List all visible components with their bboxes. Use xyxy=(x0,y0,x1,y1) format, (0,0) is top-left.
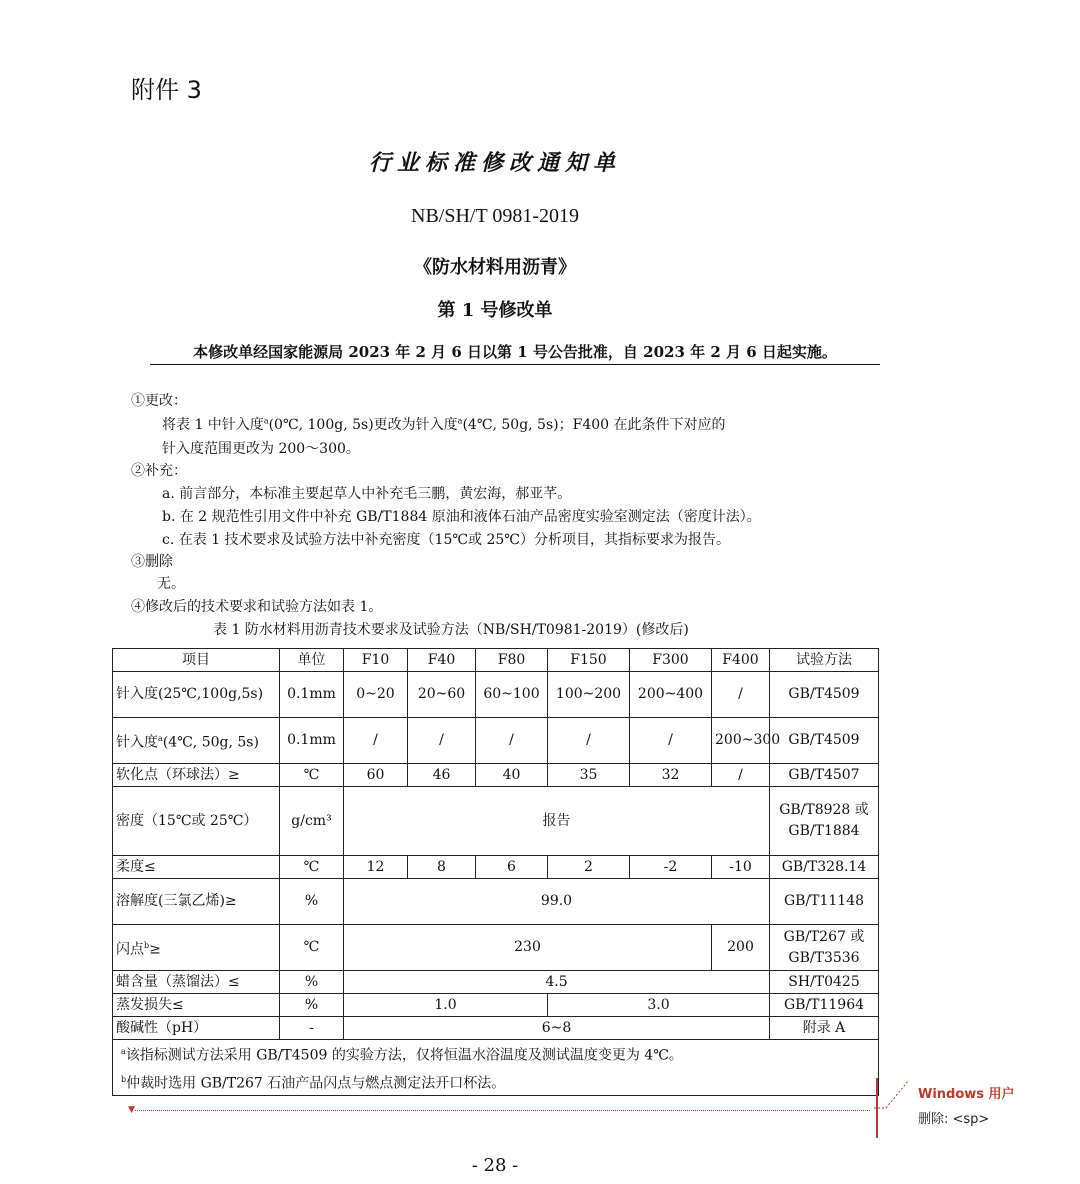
header-f80: F80 xyxy=(476,649,548,672)
table-row xyxy=(113,879,879,925)
supplement-heading: ②补充： xyxy=(131,463,187,479)
cell-unit: ℃ xyxy=(280,764,344,787)
cell-unit: 0.1mm xyxy=(280,672,344,718)
footnote-a-mark: a xyxy=(457,416,463,426)
table-row xyxy=(113,787,879,856)
footnote-b-mark: b xyxy=(121,1074,127,1084)
table-row xyxy=(113,672,879,718)
header-test-method: 试验方法 xyxy=(770,649,879,672)
cell-value: -2 xyxy=(630,856,712,879)
table-row xyxy=(113,971,879,994)
cell-value: / xyxy=(476,718,548,764)
header-item: 项目 xyxy=(113,649,280,672)
cell-item-text: (4℃, 50g, 5s) xyxy=(162,734,259,751)
cell-item: 酸碱性（pH） xyxy=(113,1017,280,1040)
cell-unit: g/cm³ xyxy=(280,787,344,856)
technical-requirements-table xyxy=(112,648,879,1096)
cell-item: 密度（15℃或 25℃） xyxy=(113,787,280,856)
cell-item-text: 闪点 xyxy=(116,941,144,958)
cell-unit: % xyxy=(280,994,344,1017)
header-f300: F300 xyxy=(630,649,712,672)
comment-connector-icon xyxy=(874,1078,909,1110)
cell-value: -10 xyxy=(712,856,770,879)
change-heading: ①更改： xyxy=(131,393,187,409)
cell-value: 60 xyxy=(344,764,408,787)
cell-method: GB/T8928 或 GB/T1884 xyxy=(770,787,879,856)
cell-value: 200~300 xyxy=(712,718,770,764)
footnote-a-mark: a xyxy=(158,733,163,743)
header-unit: 单位 xyxy=(280,649,344,672)
cell-value: 40 xyxy=(476,764,548,787)
cell-value: 1.0 xyxy=(344,994,548,1017)
cell-item: 柔度≤ xyxy=(113,856,280,879)
comment-margin-bar xyxy=(876,1078,878,1138)
cell-item: 溶解度(三氯乙烯)≥ xyxy=(113,879,280,925)
cell-value: 报告 xyxy=(344,787,770,856)
table-row xyxy=(113,718,879,764)
amendment-number: 第 1 号修改单 xyxy=(437,300,553,321)
table-row xyxy=(113,925,879,971)
supplement-a: a. 前言部分，本标准主要起草人中补充毛三鹏，黄宏海，郝亚芊。 xyxy=(162,486,572,502)
cell-value: 2 xyxy=(548,856,630,879)
cell-value: 60~100 xyxy=(476,672,548,718)
cell-unit: - xyxy=(280,1017,344,1040)
cell-value: 99.0 xyxy=(344,879,770,925)
cell-value: 6 xyxy=(476,856,548,879)
table-notes-row xyxy=(113,1040,879,1096)
cell-value: 3.0 xyxy=(548,994,770,1017)
page-number: - 28 - xyxy=(471,1155,519,1176)
cell-method: GB/T4509 xyxy=(770,672,879,718)
cell-unit: % xyxy=(280,971,344,994)
header-f150: F150 xyxy=(548,649,630,672)
supplement-c: c. 在表 1 技术要求及试验方法中补充密度（15℃或 25℃）分析项目，其指标要求为报告。 xyxy=(162,532,730,548)
deletion-marker-icon: ▼ xyxy=(128,1105,135,1115)
cell-value: 230 xyxy=(344,925,712,971)
cell-value: / xyxy=(712,764,770,787)
change-text: 将表 1 中针入度 xyxy=(162,417,264,433)
note-b xyxy=(121,1068,875,1096)
cell-item xyxy=(113,925,280,971)
cell-item-text: ≥ xyxy=(149,941,161,958)
delete-heading: ③删除 xyxy=(131,554,173,570)
cell-item: 针入度(25℃,100g,5s) xyxy=(113,672,280,718)
table-row xyxy=(113,1017,879,1040)
cell-item: 软化点（环球法）≥ xyxy=(113,764,280,787)
table-header-row xyxy=(113,649,879,672)
cell-value: 6~8 xyxy=(344,1017,770,1040)
cell-value: / xyxy=(344,718,408,764)
footnote-a-mark: a xyxy=(263,416,269,426)
header-f40: F40 xyxy=(408,649,476,672)
cell-value: 200~400 xyxy=(630,672,712,718)
attachment-label: 附件 3 xyxy=(131,76,202,104)
cell-method: GB/T4509 xyxy=(770,718,879,764)
cell-unit: ℃ xyxy=(280,856,344,879)
cell-value: 35 xyxy=(548,764,630,787)
change-line-1 xyxy=(162,414,726,434)
cell-unit: 0.1mm xyxy=(280,718,344,764)
table-row xyxy=(113,994,879,1017)
change-line-2: 针入度范围更改为 200～300。 xyxy=(162,441,360,457)
cell-value: / xyxy=(712,672,770,718)
cell-method: GB/T267 或 GB/T3536 xyxy=(770,925,879,971)
standard-name: 《防水材料用沥青》 xyxy=(414,257,576,278)
revised-heading: ④修改后的技术要求和试验方法如表 1。 xyxy=(131,599,383,615)
cell-value: 8 xyxy=(408,856,476,879)
cell-item-text: 针入度 xyxy=(116,734,158,751)
cell-item: 蜡含量（蒸馏法）≤ xyxy=(113,971,280,994)
standard-number: NB/SH/T 0981-2019 xyxy=(411,205,579,227)
comment-anchor-line xyxy=(135,1110,870,1111)
cell-value: 200 xyxy=(712,925,770,971)
delete-content: 无。 xyxy=(157,576,185,592)
cell-method: GB/T11148 xyxy=(770,879,879,925)
note-b-text: 仲裁时选用 GB/T267 石油产品闪点与燃点测定法开口杯法。 xyxy=(126,1075,506,1092)
approval-statement: 本修改单经国家能源局 2023 年 2 月 6 日以第 1 号公告批准，自 2023 年 2 月 6 日起实施。 xyxy=(150,341,880,365)
supplement-b: b. 在 2 规范性引用文件中补充 GB/T1884 原油和液体石油产品密度实验室测定法（密度计法）。 xyxy=(162,509,761,525)
cell-value: / xyxy=(630,718,712,764)
cell-value: 4.5 xyxy=(344,971,770,994)
cell-value: 32 xyxy=(630,764,712,787)
cell-value: / xyxy=(548,718,630,764)
table-row xyxy=(113,856,879,879)
notice-title: 行业标准修改通知单 xyxy=(368,150,621,176)
cell-method: SH/T0425 xyxy=(770,971,879,994)
footnote-a-mark: a xyxy=(121,1047,126,1056)
cell-item xyxy=(113,718,280,764)
footnote-b-mark: b xyxy=(144,940,150,950)
header-f10: F10 xyxy=(344,649,408,672)
cell-value: 20~60 xyxy=(408,672,476,718)
comment-text[interactable]: 删除: <sp> xyxy=(918,1112,990,1127)
cell-value: 12 xyxy=(344,856,408,879)
table-caption: 表 1 防水材料用沥青技术要求及试验方法（NB/SH/T0981-2019）(修改后) xyxy=(213,622,689,638)
note-a-text: 该指标测试方法采用 GB/T4509 的实验方法，仅将恒温水浴温度及测试温度变更为 4℃。 xyxy=(125,1047,683,1064)
cell-method: GB/T11964 xyxy=(770,994,879,1017)
cell-method: 附录 A xyxy=(770,1017,879,1040)
cell-unit: % xyxy=(280,879,344,925)
header-f400: F400 xyxy=(712,649,770,672)
cell-item: 蒸发损失≤ xyxy=(113,994,280,1017)
cell-value: 46 xyxy=(408,764,476,787)
note-a xyxy=(121,1040,875,1068)
change-text: (0℃, 100g, 5s)更改为针入度 xyxy=(268,417,458,433)
comment-author[interactable]: Windows 用户 xyxy=(918,1087,1015,1102)
change-text: (4℃, 50g, 5s)；F400 在此条件下对应的 xyxy=(462,417,726,433)
cell-method: GB/T4507 xyxy=(770,764,879,787)
cell-value: 0~20 xyxy=(344,672,408,718)
cell-value: / xyxy=(408,718,476,764)
cell-value: 100~200 xyxy=(548,672,630,718)
table-notes xyxy=(113,1040,879,1096)
cell-unit: ℃ xyxy=(280,925,344,971)
table-row xyxy=(113,764,879,787)
cell-method: GB/T328.14 xyxy=(770,856,879,879)
